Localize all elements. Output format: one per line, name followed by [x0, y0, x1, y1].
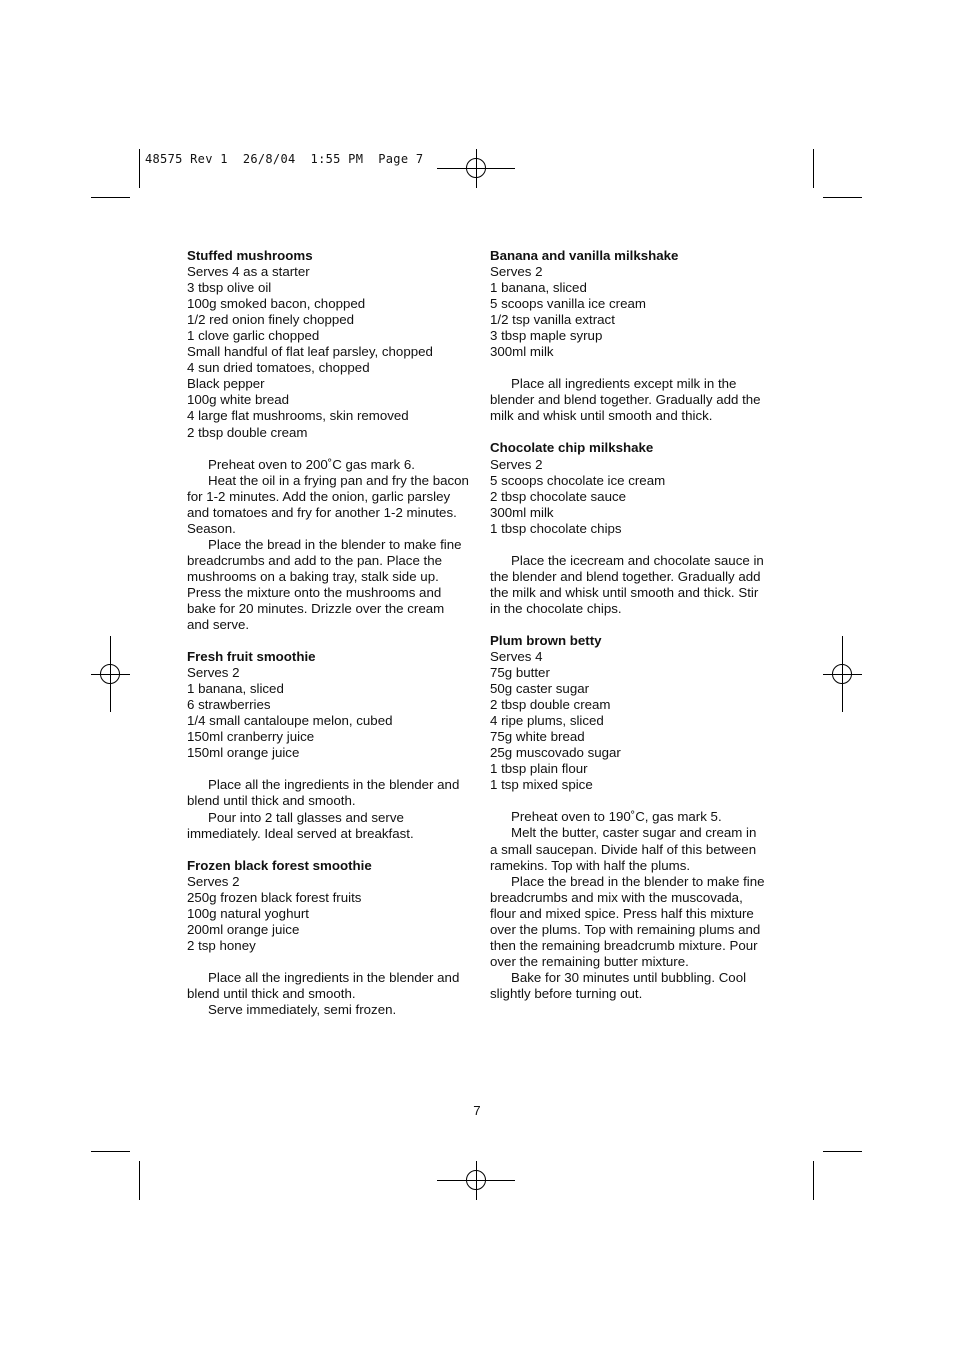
crop-mark: [823, 197, 862, 198]
ingredient-line: 150ml cranberry juice: [187, 729, 315, 745]
servings: Serves 2: [187, 665, 240, 681]
ingredient-line: 100g white bread: [187, 392, 290, 408]
ingredient-line: 1 banana, sliced: [490, 280, 587, 296]
ingredient-line: 100g smoked bacon, chopped: [187, 296, 366, 312]
method-paragraph: Serve immediately, semi frozen.: [208, 1001, 397, 1017]
method-paragraph: Preheat oven to 190˚C, gas mark 5.: [511, 809, 722, 825]
ingredient-line: 1 tbsp chocolate chips: [490, 520, 622, 536]
recipe-frozen-black-forest-smoothie: [187, 858, 469, 1018]
ingredient-line: 200ml orange juice: [187, 921, 300, 937]
ingredient-line: 1/2 red onion finely chopped: [187, 312, 355, 328]
recipe-plum-brown-betty: [490, 633, 766, 1002]
ingredient-line: 1 tbsp plain flour: [490, 761, 588, 777]
servings: Serves 4: [490, 648, 543, 664]
ingredient-line: 6 strawberries: [187, 697, 271, 713]
recipe-chocolate-chip-milkshake: [490, 440, 766, 616]
ingredient-line: 250g frozen black forest fruits: [187, 889, 362, 905]
ingredient-line: 1/4 small cantaloupe melon, cubed: [187, 713, 393, 729]
crop-mark: [813, 1161, 814, 1200]
recipe-title: Frozen black forest smoothie: [187, 857, 372, 873]
recipe-title: Stuffed mushrooms: [187, 248, 313, 263]
print-slug: 48575 Rev 1 26/8/04 1:55 PM Page 7: [145, 152, 424, 166]
ingredient-line: Small handful of flat leaf parsley, chopped: [187, 344, 433, 360]
right-column: [490, 248, 766, 1018]
servings: Serves 2: [490, 456, 543, 472]
recipe-fresh-fruit-smoothie: [187, 649, 469, 842]
ingredient-line: 300ml milk: [490, 344, 554, 360]
recipe-title: Fresh fruit smoothie: [187, 649, 316, 665]
method-paragraph: Place the bread in the blender to make fine breadcrumbs and mix with the muscovada, flour and mixed spice. Press half this mixture over the plums. Top with remaining plums and then the remaining breadcrumb mixture. Pour over the remaining butter mixture.: [490, 873, 765, 969]
crop-mark: [139, 149, 140, 188]
ingredient-line: 3 tbsp olive oil: [187, 280, 272, 296]
method-paragraph: Place all the ingredients in the blender and blend until thick and smooth.: [187, 777, 460, 809]
ingredient-line: 1/2 tsp vanilla extract: [490, 312, 615, 328]
crop-mark: [823, 1151, 862, 1152]
ingredient-line: 5 scoops vanilla ice cream: [490, 296, 646, 312]
ingredient-line: 4 sun dried tomatoes, chopped: [187, 360, 370, 376]
ingredient-line: 2 tbsp double cream: [490, 697, 611, 713]
recipe-stuffed-mushrooms: [187, 248, 469, 633]
ingredient-line: 2 tbsp chocolate sauce: [490, 488, 627, 504]
ingredient-line: 25g muscovado sugar: [490, 745, 621, 761]
crop-mark: [813, 149, 814, 188]
crop-mark: [139, 1161, 140, 1200]
method-paragraph: Place all the ingredients in the blender and blend until thick and smooth.: [187, 969, 460, 1001]
ingredient-line: 50g caster sugar: [490, 681, 590, 697]
crop-mark: [91, 197, 130, 198]
ingredient-line: 5 scoops chocolate ice cream: [490, 472, 666, 488]
method-paragraph: Heat the oil in a frying pan and fry the bacon for 1-2 minutes. Add the onion, garlic parsley and tomatoes and fry for another 1-2 minutes. Season.: [187, 472, 469, 536]
ingredient-line: 3 tbsp maple syrup: [490, 328, 603, 344]
ingredient-line: 1 tsp mixed spice: [490, 777, 593, 793]
method-paragraph: Pour into 2 tall glasses and serve immediately. Ideal served at breakfast.: [187, 809, 414, 841]
ingredient-line: Black pepper: [187, 376, 265, 392]
ingredient-line: 100g natural yoghurt: [187, 905, 309, 921]
ingredient-line: 1 clove garlic chopped: [187, 328, 320, 344]
ingredient-line: 2 tsp honey: [187, 937, 256, 953]
recipe-title: Plum brown betty: [490, 632, 602, 648]
ingredient-line: 75g butter: [490, 665, 550, 681]
method-paragraph: Bake for 30 minutes until bubbling. Cool slightly before turning out.: [490, 969, 747, 1001]
ingredient-line: 4 ripe plums, sliced: [490, 713, 604, 729]
ingredient-line: 4 large flat mushrooms, skin removed: [187, 408, 409, 424]
method-paragraph: Place the icecream and chocolate sauce in the blender and blend together. Gradually add the milk and whisk until smooth and thick. Stir in the chocolate chips.: [490, 552, 764, 616]
servings: Serves 2: [490, 264, 543, 280]
ingredient-line: 150ml orange juice: [187, 745, 300, 761]
ingredient-line: 300ml milk: [490, 504, 554, 520]
recipe-banana-and-vanilla-milkshake: [490, 248, 766, 424]
crop-mark: [91, 1151, 130, 1152]
servings: Serves 2: [187, 873, 240, 889]
recipe-title: Chocolate chip milkshake: [490, 440, 654, 456]
ingredient-line: 2 tbsp double cream: [187, 424, 308, 440]
method-paragraph: Melt the butter, caster sugar and cream in a small saucepan. Divide half of this between ramekins. Top with half the plums.: [490, 825, 757, 873]
left-column: [187, 248, 469, 1034]
page-number: 7: [473, 1103, 481, 1118]
method-paragraph: Place all ingredients except milk in the blender and blend together. Gradually add the milk and whisk until smooth and thick.: [490, 376, 761, 424]
method-paragraph: Place the bread in the blender to make fine breadcrumbs and add to the pan. Place the mushrooms on a baking tray, stalk side up. Press the mixture onto the mushrooms and bake for 20 minutes. Drizzle over the cream and serve.: [187, 536, 462, 633]
ingredient-line: 75g white bread: [490, 729, 585, 745]
recipe-title: Banana and vanilla milkshake: [490, 248, 679, 263]
ingredient-line: 1 banana, sliced: [187, 681, 284, 697]
method-paragraph: Preheat oven to 200˚C gas mark 6.: [208, 456, 415, 472]
servings: Serves 4 as a starter: [187, 264, 310, 280]
